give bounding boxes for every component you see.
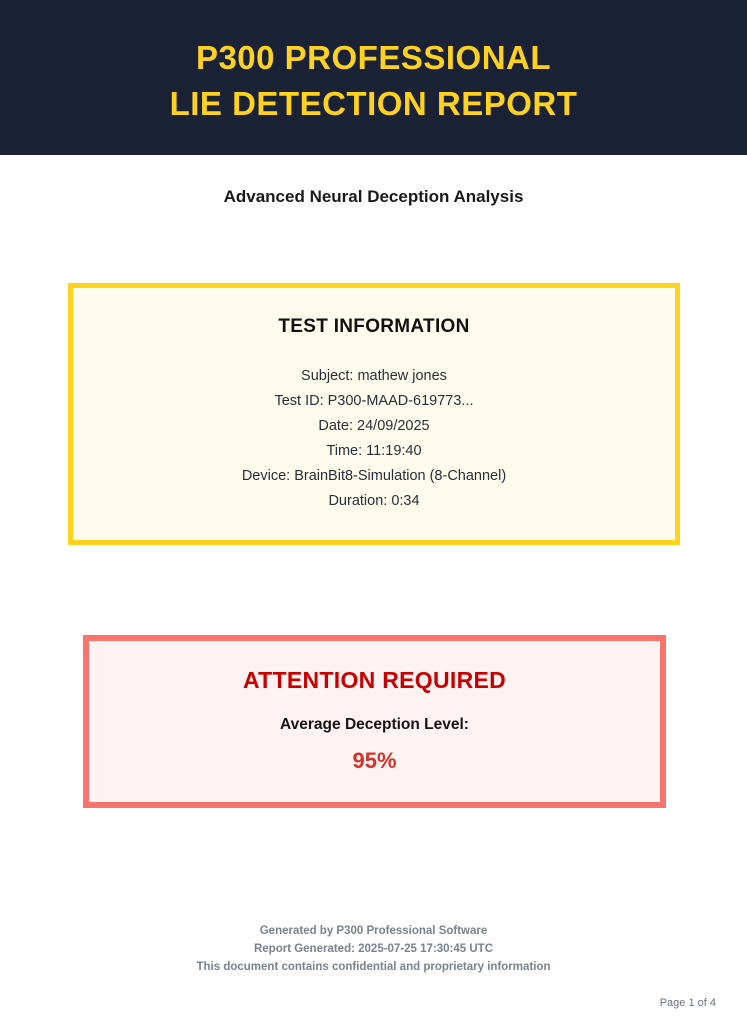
- report-subtitle: Advanced Neural Deception Analysis: [223, 187, 524, 206]
- footer-generated-by: Generated by P300 Professional Software: [259, 925, 488, 937]
- attention-required-card: [83, 635, 666, 808]
- report-title-line-1: P300 PROFESSIONAL: [195, 38, 552, 76]
- test-info-duration: Duration: 0:34: [328, 493, 420, 509]
- test-information-card: [68, 283, 680, 545]
- attention-required-title: ATTENTION REQUIRED: [242, 667, 507, 693]
- test-info-time: Time: 11:19:40: [326, 443, 422, 459]
- report-footer: [0, 922, 747, 976]
- test-info-date: Date: 24/09/2025: [318, 418, 430, 434]
- report-title-line-2: LIE DETECTION REPORT: [169, 84, 578, 122]
- footer-generated-at: Report Generated: 2025-07-25 17:30:45 UTC: [253, 943, 494, 955]
- average-deception-label: Average Deception Level:: [280, 716, 469, 733]
- average-deception-value: 95%: [352, 748, 397, 773]
- test-info-device: Device: BrainBit8-Simulation (8-Channel): [241, 468, 507, 484]
- report-header-banner: [0, 0, 747, 155]
- test-info-subject: Subject: mathew jones: [301, 368, 447, 384]
- footer-confidentiality-notice: This document contains confidential and proprietary information: [196, 961, 551, 973]
- test-information-title: TEST INFORMATION: [278, 316, 470, 337]
- page-number: Page 1 of 4: [659, 997, 716, 1009]
- test-info-test-id: Test ID: P300-MAAD-619773...: [274, 393, 474, 409]
